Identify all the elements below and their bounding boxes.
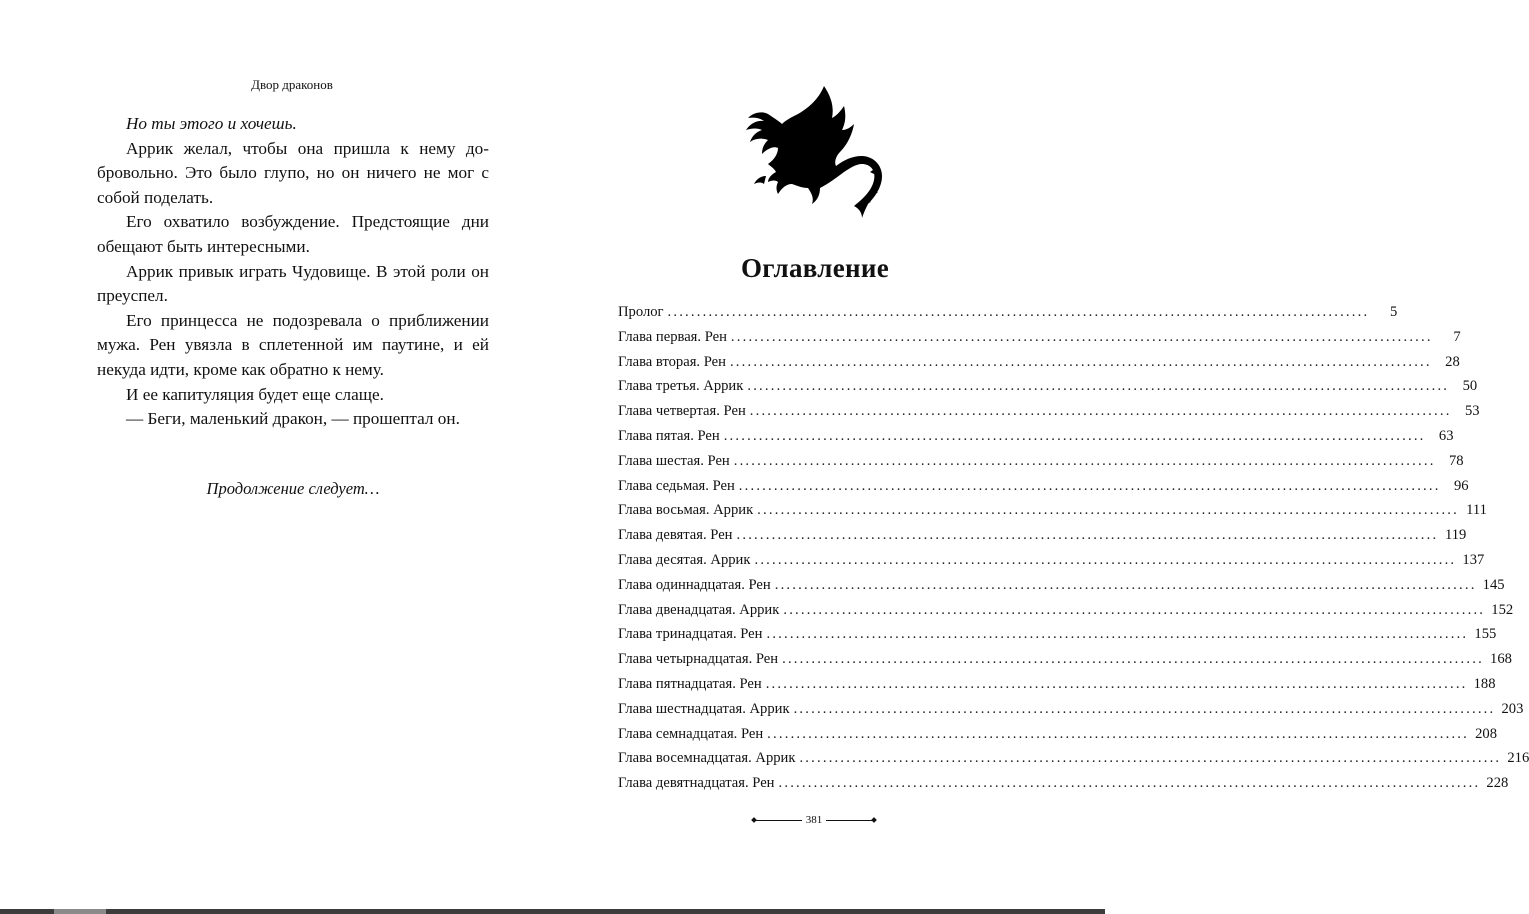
running-header: Двор драконов xyxy=(251,77,333,92)
toc-entry xyxy=(618,325,1461,350)
toc-dot-leader: ........................................................................................................................ xyxy=(783,601,1486,618)
toc-entry-label: Глава пятнадцатая. Рен xyxy=(618,675,762,692)
toc-dot-leader: ........................................................................................................................ xyxy=(749,403,1452,420)
toc-entry xyxy=(618,424,1454,449)
toc-entry-label: Пролог xyxy=(618,304,664,320)
to-be-continued: Продолжение следует… xyxy=(206,479,380,498)
left-page xyxy=(0,0,552,910)
toc-entry-page: 152 xyxy=(1491,601,1514,618)
toc-dot-leader: ........................................................................................................................ xyxy=(747,378,1450,395)
toc-entry-label: Глава девятнадцатая. Рен xyxy=(618,775,775,792)
toc-entry-label: Глава одиннадцатая. Рен xyxy=(618,576,771,593)
toc-entry xyxy=(618,598,1514,623)
toc-entry-page: 203 xyxy=(1501,700,1524,717)
toc-entry-label: Глава восьмая. Аррик xyxy=(618,502,754,519)
toc-entry-page: 50 xyxy=(1462,378,1478,395)
viewer-bottom-bar xyxy=(0,909,1105,914)
folio-rule-right xyxy=(826,820,874,821)
toc-entry-page: 208 xyxy=(1475,725,1497,742)
toc-entry-page: 188 xyxy=(1473,675,1496,692)
toc-entry xyxy=(618,622,1497,647)
toc-entry-label: Глава двенадцатая. Аррик xyxy=(618,601,780,618)
toc-dot-leader: ........................................................................................................................ xyxy=(738,477,1441,494)
toc-entry xyxy=(618,573,1505,598)
toc-entry-page: 28 xyxy=(1445,353,1460,370)
toc-entry-page: 78 xyxy=(1448,452,1464,469)
toc-entry xyxy=(618,350,1460,375)
toc-dot-leader: ........................................................................................................................ xyxy=(757,502,1459,519)
toc-entry-page: 96 xyxy=(1454,477,1469,494)
toc-entry-label: Глава шестнадцатая. Аррик xyxy=(618,700,790,717)
toc-entry-page: 216 xyxy=(1507,750,1529,767)
toc-entry-page: 119 xyxy=(1444,527,1467,544)
toc-entry xyxy=(618,647,1512,672)
toc-entry-page: 155 xyxy=(1474,626,1497,643)
viewer-bottom-bar-marker xyxy=(54,909,106,914)
toc-entry-label: Глава тринадцатая. Рен xyxy=(618,626,763,643)
toc-entry-label: Глава четырнадцатая. Рен xyxy=(618,651,779,668)
toc-entry-label: Глава третья. Аррик xyxy=(618,378,744,395)
toc-entry xyxy=(618,498,1487,523)
table-of-contents xyxy=(618,300,1529,796)
toc-entry-label: Глава восемнадцатая. Аррик xyxy=(618,750,796,767)
toc-entry-label: Глава четвертая. Рен xyxy=(618,403,746,420)
toc-entry xyxy=(618,523,1467,548)
paragraph: Аррик привык играть Чудовище. В этой роли он преуспел. xyxy=(97,261,489,306)
toc-dot-leader: ........................................................................................................................ xyxy=(793,700,1496,717)
toc-dot-leader: ........................................................................................................................ xyxy=(723,427,1426,444)
toc-entry xyxy=(618,374,1478,399)
toc-entry-page: 228 xyxy=(1486,775,1509,792)
toc-entry xyxy=(618,697,1524,722)
toc-dot-leader: ........................................................................................................................ xyxy=(778,775,1481,792)
toc-entry-page: 7 xyxy=(1453,328,1461,345)
toc-title: Оглавление xyxy=(741,253,889,283)
folio-rule-left xyxy=(754,820,802,821)
toc-entry-label: Глава седьмая. Рен xyxy=(618,477,735,494)
toc-dot-leader: ........................................................................................................................ xyxy=(729,353,1432,370)
toc-entry xyxy=(618,449,1464,474)
toc-entry-label: Глава вторая. Рен xyxy=(618,353,726,370)
toc-dot-leader: ........................................................................................................................ xyxy=(799,750,1502,767)
toc-entry-page: 145 xyxy=(1482,576,1505,593)
paragraph: Его принцесса не подозревала о приближении мужа. Рен увязла в сплетенной им паутине, и ей некуда идти, кроме как обратно к нему. xyxy=(97,310,489,379)
toc-dot-leader: ........................................................................................................................ xyxy=(736,527,1439,544)
page-number-text: 381 xyxy=(805,814,823,826)
toc-entry-label: Глава семнадцатая. Рен xyxy=(618,725,764,742)
toc-entry-page: 111 xyxy=(1466,502,1487,519)
paragraph: Его охватило возбуждение. Предстоящие дни обещают быть интересными. xyxy=(97,212,489,256)
toc-entry-label: Глава пятая. Рен xyxy=(618,427,720,444)
paragraph: — Беги, маленький дракон, — прошептал он. xyxy=(126,409,460,429)
toc-dot-leader: ........................................................................................................................ xyxy=(782,651,1484,668)
toc-dot-leader: ........................................................................................................................ xyxy=(766,626,1469,643)
toc-entry xyxy=(618,672,1496,697)
page-number xyxy=(754,811,874,829)
toc-entry-page: 53 xyxy=(1464,403,1480,420)
toc-dot-leader: ........................................................................................................................ xyxy=(730,328,1433,345)
toc-entry-page: 137 xyxy=(1462,551,1485,568)
toc-entry xyxy=(618,548,1485,573)
toc-entry xyxy=(618,722,1497,747)
toc-entry-page: 5 xyxy=(1390,304,1398,320)
paragraph: И ее капитуляция будет еще слаще. xyxy=(126,384,384,404)
toc-dot-leader: ........................................................................................................................ xyxy=(765,675,1468,692)
paragraph: Аррик желал, чтобы она пришла к нему добровольно. Это было глупо, но он ничего не мог с собой поделать. xyxy=(97,138,489,207)
toc-entry-label: Глава десятая. Аррик xyxy=(618,551,751,568)
toc-dot-leader: ........................................................................................................................ xyxy=(733,452,1436,469)
body-text xyxy=(97,112,489,432)
toc-entry xyxy=(618,300,1398,325)
toc-entry xyxy=(618,746,1529,771)
toc-dot-leader: ........................................................................................................................ xyxy=(667,304,1370,320)
dragon-silhouette-icon xyxy=(742,84,886,220)
toc-entry-label: Глава шестая. Рен xyxy=(618,452,730,469)
toc-dot-leader: ........................................................................................................................ xyxy=(774,576,1477,593)
toc-dot-leader: ........................................................................................................................ xyxy=(767,725,1469,742)
toc-entry-label: Глава девятая. Рен xyxy=(618,527,733,544)
paragraph: Но ты этого и хочешь. xyxy=(126,114,297,133)
toc-entry-label: Глава первая. Рен xyxy=(618,328,727,345)
toc-entry xyxy=(618,771,1509,796)
toc-entry-page: 63 xyxy=(1438,427,1454,444)
toc-entry-page: 168 xyxy=(1490,651,1512,668)
right-page xyxy=(552,0,1529,910)
toc-dot-leader: ........................................................................................................................ xyxy=(754,551,1457,568)
toc-entry xyxy=(618,399,1480,424)
toc-entry xyxy=(618,474,1469,499)
